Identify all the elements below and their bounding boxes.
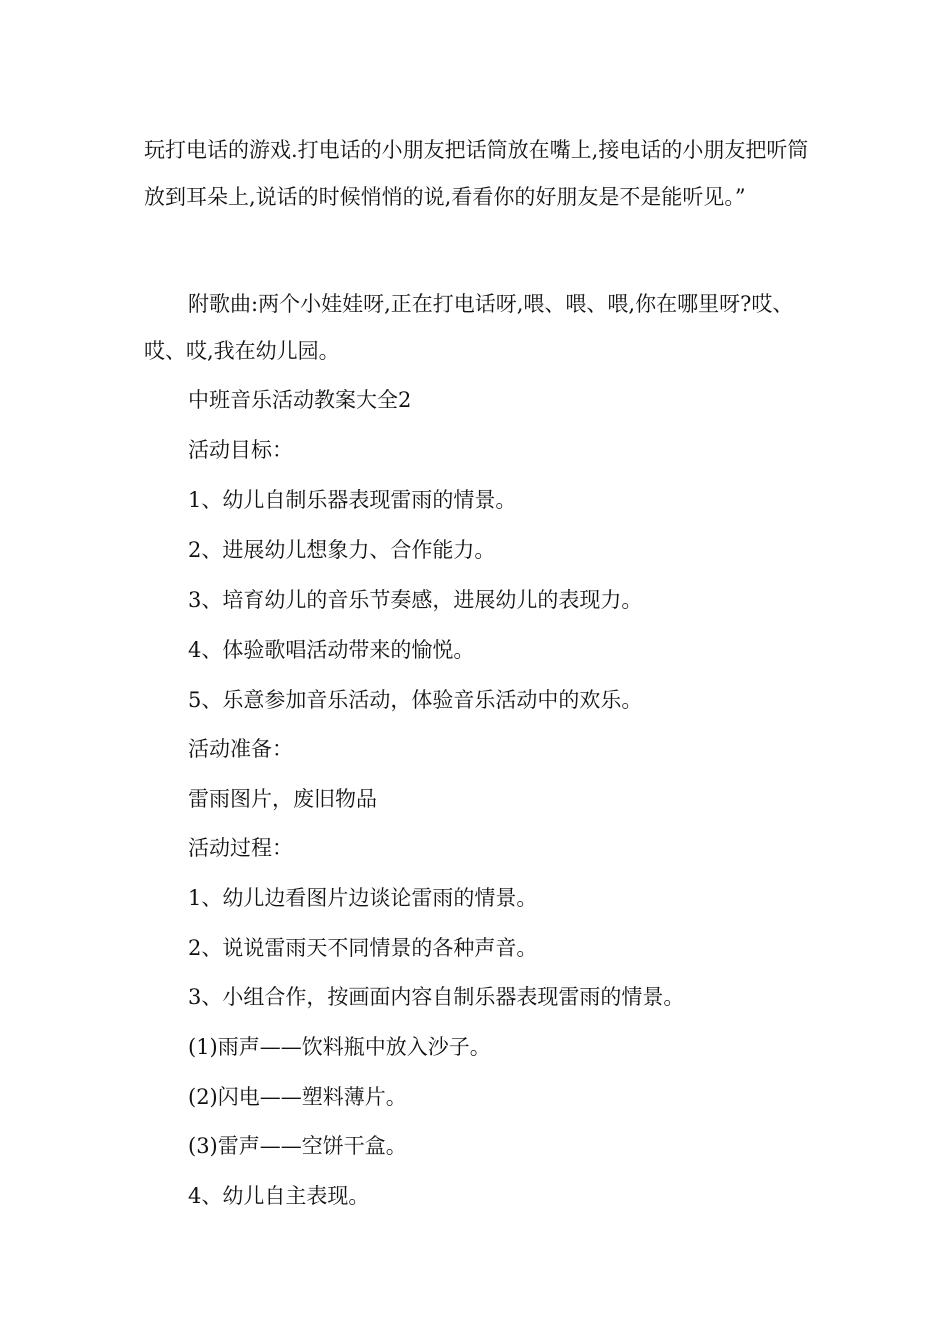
objective-item-3: 3、培育幼儿的音乐节奏感，进展幼儿的表现力。: [188, 588, 643, 612]
heading-preparation: 活动准备：: [188, 737, 293, 761]
preparation-text: 雷雨图片，废旧物品: [188, 787, 377, 811]
paragraph-phone-game: 玩打电话的游戏.打电话的小朋友把话筒放在嘴上,接电话的小朋友把听筒放到耳朵上,说话的时候悄悄的说,看看你的好朋友是不是能听见。”: [144, 138, 809, 209]
objective-item-1: 1、幼儿自制乐器表现雷雨的情景。: [188, 488, 517, 512]
objective-item-2: 2、进展幼儿想象力、合作能力。: [188, 538, 496, 562]
process-subitem-1: (1)雨声——饮料瓶中放入沙子。: [188, 1035, 491, 1059]
objective-item-5: 5、乐意参加音乐活动，体验音乐活动中的欢乐。: [188, 688, 643, 712]
heading-objectives: 活动目标：: [188, 438, 293, 462]
process-item-2: 2、说说雷雨天不同情景的各种声音。: [188, 936, 538, 960]
heading-process: 活动过程：: [188, 836, 293, 860]
objective-item-4: 4、体验歌唱活动带来的愉悦。: [188, 638, 475, 662]
section-title: 中班音乐活动教案大全2: [188, 388, 412, 412]
process-subitem-3: (3)雷声——空饼干盒。: [188, 1134, 407, 1158]
process-item-1: 1、幼儿边看图片边谈论雷雨的情景。: [188, 886, 538, 910]
paragraph-song-lyrics: 附歌曲:两个小娃娃呀,正在打电话呀,喂、喂、喂,你在哪里呀?哎、哎、哎,我在幼儿园。: [144, 292, 794, 363]
process-item-4: 4、幼儿自主表现。: [188, 1184, 370, 1208]
process-item-3: 3、小组合作，按画面内容自制乐器表现雷雨的情景。: [188, 985, 685, 1009]
process-subitem-2: (2)闪电——塑料薄片。: [188, 1085, 407, 1109]
